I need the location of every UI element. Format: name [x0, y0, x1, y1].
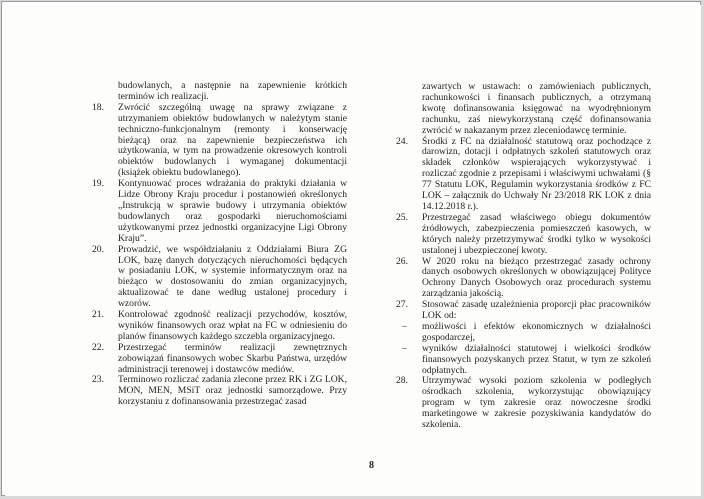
right-column	[396, 82, 651, 431]
list-item-25	[396, 213, 651, 257]
item-text: Utrzymywać wysoki poziom szkolenia w podległych ośrodkach szkolenia, wykorzystując obowiązujący program w tym zakresie oraz nowoczesne środki marketingowe w zakresie pozyskiwania kandydatów do szkolenia.	[422, 375, 651, 431]
item-number: 19.	[92, 178, 104, 190]
item-text: Zwrócić szczególną uwagę na sprawy związane z utrzymaniem obiektów budowlanych w należytym stanie techniczno-funkcjonalnym (remonty i konserwację bieżącą) oraz na zapewnienie bezpieczeństwa ich użytkowania, w tym na prowadzenie okresowych kontroli obiektów budowlanych i wymaganej dokumentacji (książek obiektu budowlanego).	[118, 101, 347, 179]
list-item-27	[396, 300, 651, 322]
item-number: 20.	[92, 243, 104, 255]
item-number: 23.	[92, 374, 104, 386]
item-number: 28.	[396, 375, 408, 387]
list-item-23	[92, 375, 347, 408]
list-item-18	[92, 103, 347, 179]
continued-paragraph: zawartych w ustawach: o zamówieniach publicznych, rachunkowości i finansach publicznych, a otrzymaną kwotę dofinansowania księgować na wyodrębnionym rachunku, zaś niewykorzystaną część dofinansowania zwrócić w nakazanym przez zleceniodawcę terminie.	[422, 81, 651, 136]
item-text: Prowadzić, we współdziałaniu z Oddziałami Biura ZG LOK, bazę danych dotyczących nieruchomości będących w posiadaniu LOK, w systemie informatycznym oraz na bieżąco w dostosowaniu do zmian organizacyjnych, aktualizować te dane według ustalonej procedury i wzorów.	[118, 243, 347, 310]
list-item-26	[396, 257, 651, 301]
item-number: 26.	[396, 255, 408, 267]
bullet-text: wyników działalności statutowej i wielkości środków finansowych pozyskanych przez Statut, w tym ze szkoleń odpłatnych.	[422, 342, 651, 376]
item-text: Kontynuować proces wdrażania do praktyki działania w Lidze Obrony Kraju procedur i postanowień określonych „Instrukcją w sprawie budowy i utrzymania obiektów budowlanych oraz gospodarki nieruchomościami użytkowanymi przez jednostki organizacyjne Ligi Obrony Kraju”.	[118, 178, 347, 244]
dash-marker: –	[402, 320, 407, 332]
item-number: 25.	[396, 211, 408, 223]
dash-bullet	[396, 322, 651, 344]
dash-bullet	[396, 344, 651, 377]
list-item-21	[92, 310, 347, 343]
item-number: 18.	[92, 101, 104, 113]
page-number: 8	[369, 460, 374, 471]
list-item-24	[396, 137, 651, 213]
item-text: Terminowo rozliczać zadania zlecone przez RK i ZG LOK, MON, MEN, MSiT oraz jednostki samorządowe. Przy korzystaniu z dofinansowania przestrzegać zasad	[118, 374, 347, 408]
list-item-22	[92, 343, 347, 376]
item-number: 24.	[396, 135, 408, 147]
list-item-28	[396, 376, 651, 431]
item-text: Kontrolować zgodność realizacji przychodów, kosztów, wyników finansowych oraz wpłat na FC w odniesieniu do planów finansowych każdego szczebla organizacyjnego.	[118, 309, 347, 342]
item-text: Stosować zasadę uzależnienia proporcji płac pracowników LOK od:	[422, 299, 651, 322]
list-item-20	[92, 245, 347, 310]
document-page	[5, 5, 701, 496]
list-item-19	[92, 179, 347, 244]
item-text: W 2020 roku na bieżąco przestrzegać zasady ochrony danych osobowych określonych w obowiązującej Polityce Ochrony Danych Osobowych oraz procedurach systemu zarządzania jakością.	[422, 255, 651, 300]
continued-paragraph: budowlanych, a następnie na zapewnienie krótkich terminów ich realizacji.	[118, 80, 347, 102]
item-text: Środki z FC na działalność statutową oraz pochodzące z darowizn, dotacji i odpłatnych szkoleń statutowych oraz składek członków wspierających wykorzystywać i rozliczać zgodnie z przepisami i właściwymi uchwałami (§ 77 Statutu LOK, Regulamin wykorzystania środków z FC LOK – załącznik do Uchwały Nr 23/2018 RK LOK z dnia 14.12.2018 r.).	[422, 135, 651, 212]
scan-frame	[1, 1, 701, 496]
dash-marker: –	[402, 342, 407, 354]
bullet-text: możliwości i efektów ekonomicznych w działalności gospodarczej,	[422, 320, 651, 343]
item-text: Przestrzegać zasad właściwego obiegu dokumentów źródłowych, zabezpieczenia pomieszczeń kasowych, w których należy przetrzymywać środki tylko w wysokości ustalonej i ubezpieczonej kwoty.	[422, 211, 651, 256]
left-column	[92, 81, 347, 408]
item-number: 21.	[92, 309, 104, 321]
item-number: 22.	[92, 341, 104, 353]
item-text: Przestrzegać terminów realizacji zewnętrznych zobowiązań finansowych wobec Skarbu Państwa, urzędów administracji terenowej i dostawców mediów.	[118, 341, 347, 375]
item-number: 27.	[396, 299, 408, 311]
